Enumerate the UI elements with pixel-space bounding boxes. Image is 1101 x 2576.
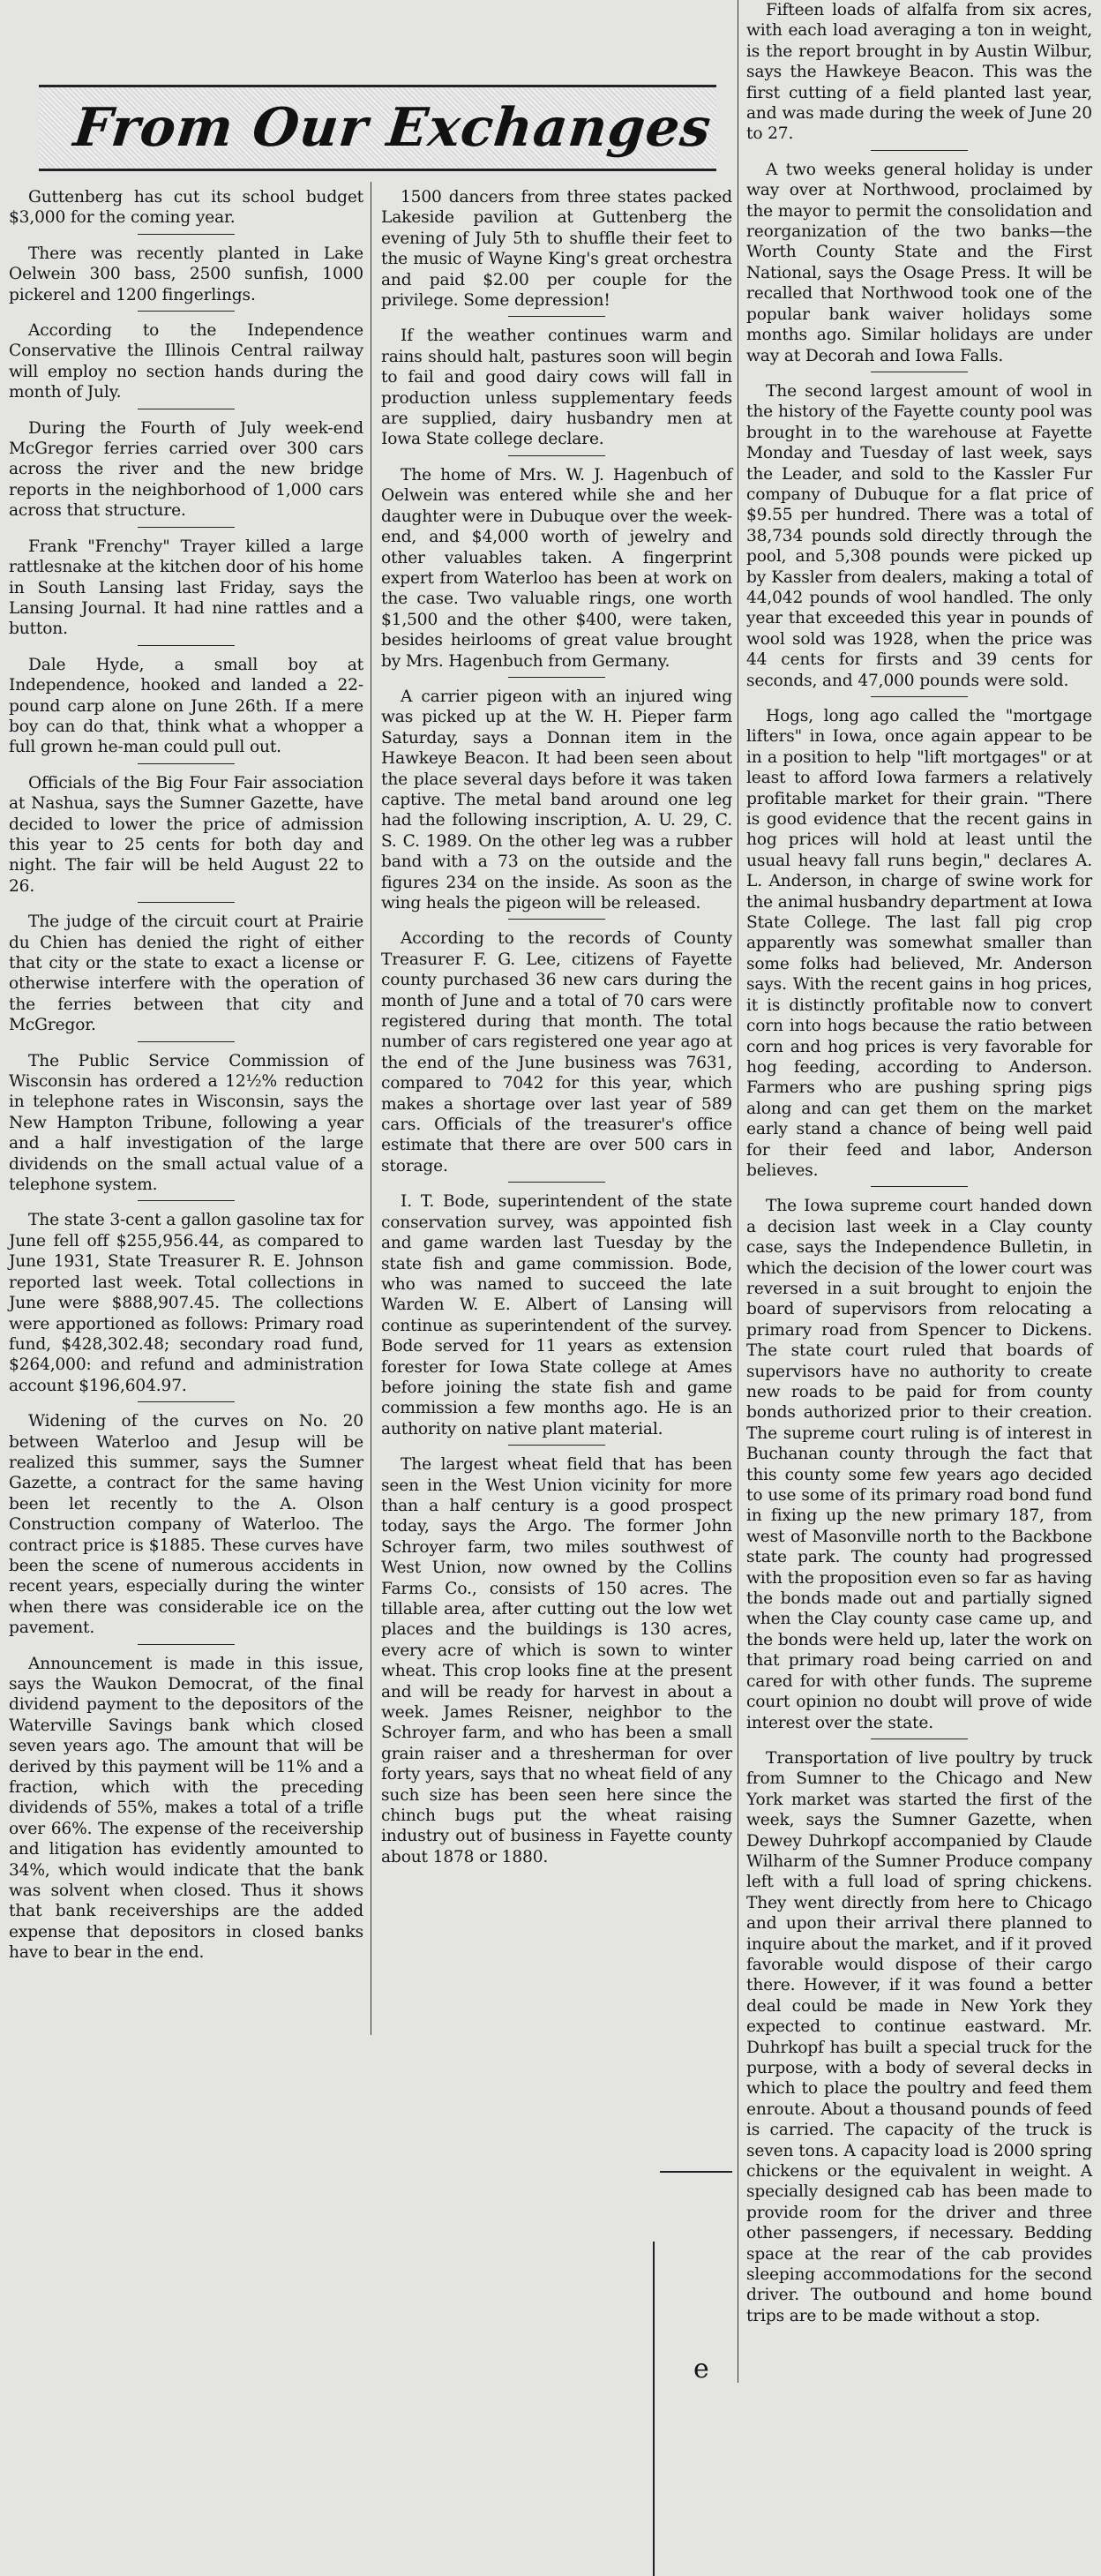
news-item: The judge of the circuit court at Prairie du Chien has denied the right of either that city or the state to exact a license or otherwise interfere with the operation of the ferries between that city and McGregor. [9, 912, 363, 1035]
column-2 [381, 187, 732, 1873]
news-item: The Iowa supreme court handed down a decision last week in a Clay county case, says the Independence Bulletin, in which the decision of the lower court was reversed in a suit brought to enjoin the board of supervisors from relocating a primary road from Spencer to Dickens. The state court ruled that boards of supervisors have no authority to create new roads to be paid for from county bonds authorized prior to their creation. The supreme court ruling is of interest in Buchanan county through the fact that this county some few years ago decided to use some of its primary road bond fund in fixing up the new primary 187, from west of Masonville north to the Backbone state park. The county had progressed with the proposition even so far as having the bonds made out and partially signed when the Clay county case came up, and the bonds were held up, later the work on that primary road being carried on and cared for with other funds. The supreme court opinion no doubt will prove of wide interest over the state. [746, 1197, 1092, 1732]
news-item: According to the Independence Conservative the Illinois Central railway will employ no section hands during the month of July. [9, 321, 363, 402]
news-item: I. T. Bode, superintendent of the state conservation survey, was appointed fish and game warden last Tuesday by the state fish and game commission. Bode, who was named to succeed the late Warden W. E. Albert of Lansing will continue as superintendent of the survey. Bode served for 11 years as extension forester for Iowa State college at Ames before joining the state fish and game commission a few months ago. He is an authority on native plant material. [381, 1192, 732, 1438]
article-separator [871, 1186, 968, 1187]
adjacent-article-fragment [651, 2171, 736, 2576]
article-separator [138, 1401, 235, 1402]
article-separator [508, 919, 605, 920]
article-separator [508, 1182, 605, 1183]
news-item: The largest wheat field that has been seen in the West Union vicinity for more than a half century is a good prospect today, says the Argo. The former John Schroyer farm, two miles southwest of West Union, now owned by the Collins Farms Co., consists of 150 acres. The tillable area, after cutting out the low wet places and the buildings is 130 acres, every acre of which is sown to winter wheat. This crop looks fine at the present and will be ready for harvest in about a week. James Reisner, neighbor to the Schroyer farm, and who has been a small grain raiser and a thresherman for over forty years, says that no wheat field of any such size has been seen here since the chinch bugs put the wheat raising industry out of business in Fayette county about 1878 or 1880. [381, 1455, 732, 1866]
news-item: Widening of the curves on No. 20 between Waterloo and Jesup will be realized this summer, says the Sumner Gazette, a contract for the same having been let recently to the A. Olson Construction company of Waterloo. The contract price is $1885. These curves have been the scene of numerous accidents in recent years, especially during the winter when there was considerable ice on the pavement. [9, 1412, 363, 1638]
news-item: Guttenberg has cut its school budget $3,000 for the coming year. [9, 188, 363, 228]
news-item: The state 3-cent a gallon gasoline tax for June fell off $255,956.44, as compared to June 1931, State Treasurer R. E. Johnson reported last week. Total collections in June were $888,907.45. The collections were apportioned as follows: Primary road fund, $428,302.48; secondary road fund, $264,000: and refund and administration account $196,604.97. [9, 1211, 363, 1395]
article-separator [508, 1445, 605, 1446]
article-separator [138, 1644, 235, 1645]
article-separator [508, 316, 605, 317]
news-item: A two weeks general holiday is under way over at Northwood, proclaimed by the mayor to permit the consolidation and reorganization of the two banks—the Worth County State and the First National, says the Osage Press. It will be recalled that Northwood took one of the popular bank waiver holidays some months ago. Similar holidays are under way at Decorah and Iowa Falls. [746, 160, 1092, 365]
article-separator [138, 234, 235, 235]
news-item: If the weather continues warm and rains should halt, pastures soon will begin to fail and good dairy cows will fall in production unless supplementary feeds are supplied, dairy husbandry men at Iowa State college declare. [381, 327, 732, 449]
news-item: Announcement is made in this issue, says the Waukon Democrat, of the final dividend payment to the depositors of the Waterville Savings bank which closed seven years ago. The amount that will be derived by this payment will be 11% and a fraction, which with the preceding dividends of 55%, makes a total of a trifle over 66%. The expense of the receivership and litigation has evidently amounted to 34%, which would indicate that the bank was solvent when closed. Thus it shows that bank receiverships are the added expense that depositors in closed banks have to bear in the end. [9, 1654, 363, 1963]
article-separator [138, 645, 235, 646]
news-item: The Public Service Commission of Wisconsin has ordered a 12½% reduction in telephone rates in Wisconsin, says the New Hampton Tribune, following a year and a half investigation of the large dividends on the small actual value of a telephone system. [9, 1051, 363, 1195]
article-separator [508, 455, 605, 456]
column-3 [746, 0, 1092, 2332]
news-item: Officials of the Big Four Fair association at Nashua, says the Sumner Gazette, have decided to lower the price of admission this year to 25 cents for both day and night. The fair will be held August 22 to 26. [9, 773, 363, 896]
news-item: The second largest amount of wool in the history of the Fayette county pool was brought in to the warehouse at Fayette Monday and Tuesday of last week, says the Leader, and sold to the Kassler Fur company of Dubuque for a flat price of $9.55 per hundred. There was a total of 38,734 pounds sold directly through the pool, and 5,308 pounds were picked up by Kassler from dealers, making a total of 44,042 pounds of wool handled. The only year that exceeded this year in pounds of wool sold was 1928, when the price was 44 cents for firsts and 39 cents for seconds, and 47,000 pounds were sold. [746, 381, 1092, 690]
article-separator [138, 1200, 235, 1201]
news-item: According to the records of County Treasurer F. G. Lee, citizens of Fayette county purchased 36 new cars during the month of June and a total of 70 cars were registered during that month. The total number of cars registered one year ago at the end of the June business was 7631, compared to 7042 for this year, which makes a shortage over last year of 589 cars. Officials of the treasurer's office estimate that there are over 500 cars in storage. [381, 929, 732, 1175]
article-separator [871, 696, 968, 697]
article-separator [871, 150, 968, 151]
news-item: Transportation of live poultry by truck from Sumner to the Chicago and New York market was started the first of the week, says the Sumner Gazette, when Dewey Duhrkopf accompanied by Claude Wilharm of the Sumner Produce company left with a full load of spring chickens. They went directly from here to Chicago and upon their arrival there planned to inquire about the market, and if it proved favorable would dispose of their cargo there. However, if it was found a better deal could be made in New York they expected to continue eastward. Mr. Duhrkopf has built a special truck for the purpose, with a body of several decks in which to place the poultry and feed them enroute. About a thousand pounds of feed is carried. The capacity of the truck is seven tons. A capacity load is 2000 spring chickens or the equivalent in weight. A specially designed cab has been made to provide room for the driver and three other passengers, if necessary. Bedding space at the rear of the cab provides sleeping accommodations for the second driver. The outbound and home bound trips are to be made without a stop. [746, 1748, 1092, 2325]
section-title: From Our Exchanges [71, 97, 715, 159]
column-1 [9, 187, 363, 1969]
news-item: Frank "Frenchy" Trayer killed a large rattlesnake at the kitchen door of his home in South Lansing last Friday, says the Lansing Journal. It had nine rattles and a button. [9, 537, 363, 639]
news-item: 1500 dancers from three states packed Lakeside pavilion at Guttenberg the evening of July 5th to shuffle their feet to the music of Wayne King's great orchestra and paid $2.00 per couple for the privilege. Some depression! [381, 188, 732, 311]
news-item: A carrier pigeon with an injured wing was picked up at the W. H. Pieper farm Saturday, says a Donnan item in the Hawkeye Beacon. It had been seen about the place several days before it was taken captive. The metal band around one leg had the following inscription, A. U. 29, C. S. C. 1989. On the other leg was a rubber band with a 73 on the outside and the figures 234 on the inside. As soon as the wing heals the pigeon will be released. [381, 687, 732, 912]
fragment-rule [660, 2171, 732, 2173]
fragment-border [653, 2242, 655, 2576]
article-separator [138, 1041, 235, 1042]
news-item: There was recently planted in Lake Oelwein 300 bass, 2500 sunfish, 1000 pickerel and 1200 fingerlings. [9, 244, 363, 304]
news-item: The home of Mrs. W. J. Hagenbuch of Oelwein was entered while she and her daughter were in Dubuque over the week-end, and $4,000 worth of jewelry and other valuables taken. A fingerprint expert from Waterloo has been at work on the case. Two valuable rings, one worth $1,500 and the other $400, were taken, besides heirlooms of great value brought by Mrs. Hagenbuch from Germany. [381, 465, 732, 671]
section-masthead [39, 85, 716, 171]
article-separator [508, 677, 605, 678]
article-separator [138, 527, 235, 528]
news-item: Dale Hyde, a small boy at Independence, hooked and landed a 22-pound carp alone on June 26th. If a mere boy can do that, think what a whopper a full grown he-man could pull out. [9, 655, 363, 757]
article-separator [138, 902, 235, 903]
news-item: Hogs, long ago called the "mortgage lifters" in Iowa, once again appear to be in a position to help "lift mortgages" or at least to afford Iowa farmers a relatively profitable market for their grain. "There is good evidence that the recent gains in hog prices will hold at least until the usual heavy fall runs begin," declares A. L. Anderson, in charge of swine work for the animal husbandry department at Iowa State College. The last fall pig crop apparently was somewhat smaller than some folks had believed, Mr. Anderson says. With the recent gains in hog prices, it is distinctly profitable now to convert corn into hogs because the ratio between corn and hog prices is very favorable for hog feeding, according to Anderson. Farmers who are pushing spring pigs along and can get them on the market early stand a chance of being well paid for their feed and labor, Anderson believes. [746, 707, 1093, 1180]
fragment-letter: e [693, 2354, 709, 2384]
news-item: During the Fourth of July week-end McGregor ferries carried over 300 cars across the river and the new bridge reports in the neighborhood of 1,000 cars across that structure. [9, 418, 363, 521]
article-separator [138, 763, 235, 764]
news-item: Fifteen loads of alfalfa from six acres, with each load averaging a ton in weight, is the report brought in by Austin Wilbur, says the Hawkeye Beacon. This was the first cutting of a field planted last year, and was made during the week of June 20 to 27. [746, 1, 1092, 144]
article-separator [138, 311, 235, 312]
